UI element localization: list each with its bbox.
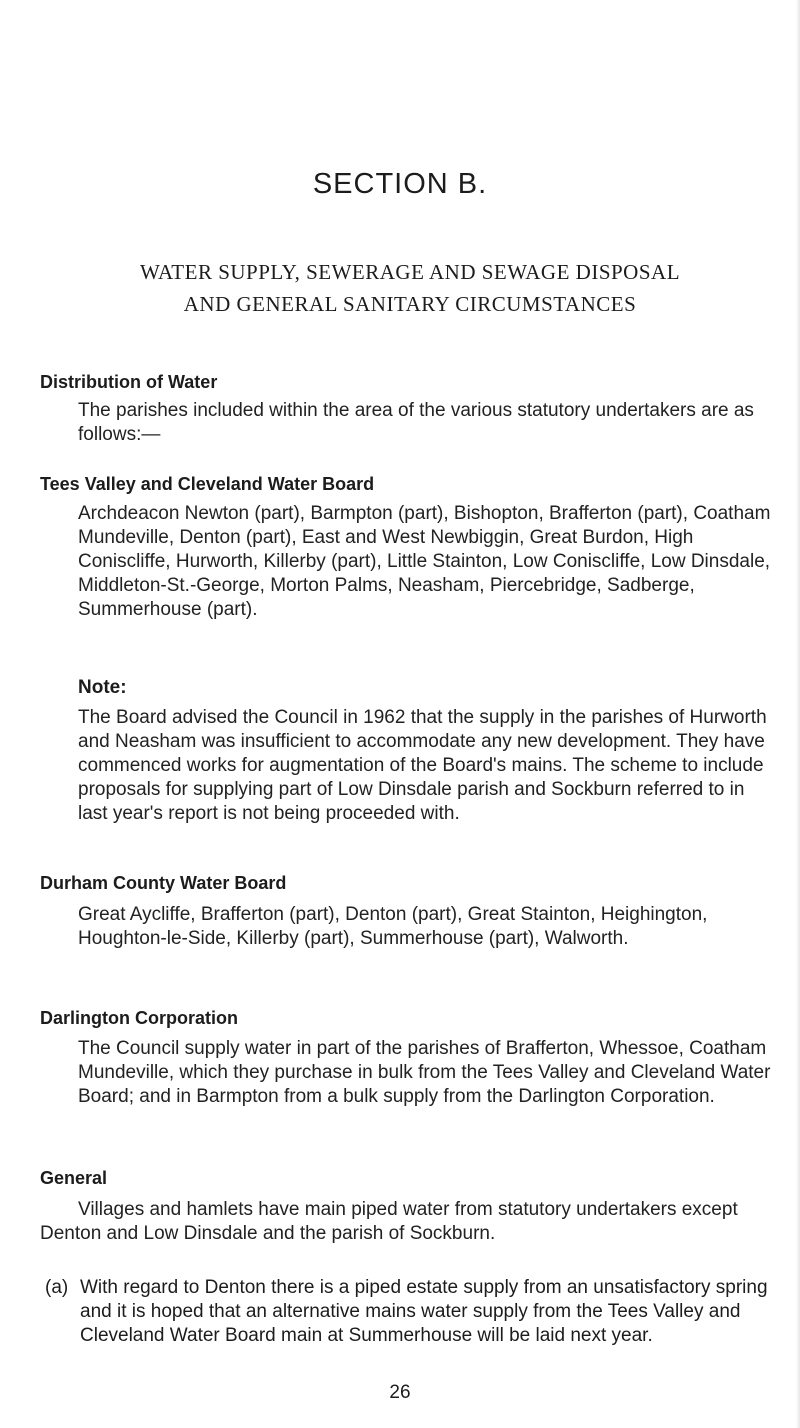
main-title-line-1: WATER SUPPLY, SEWERAGE AND SEWAGE DISPOSAL: [139, 260, 681, 284]
tees-valley-parishes: Archdeacon Newton (part), Barmpton (part), Bishopton, Brafferton (part), Coatham Mundeville, Denton (part), East and West Newbiggin, Great Burdon, High Coniscliffe, Hurworth, Killerby (part), Little Stainton, Low Coniscliffe, Low Dinsdale, Middleton-St.-George, Morton Palms, Neasham, Piercebridge, Sadberge, Summerhouse (part).: [78, 503, 771, 620]
general-heading: General: [40, 1168, 108, 1188]
main-title-line-2: AND GENERAL SANITARY CIRCUMSTANCES: [183, 292, 637, 316]
item-a-text: With regard to Denton there is a piped estate supply from an unsatisfactory spring and it is hoped that an alternative mains water supply from the Tees Valley and Cleveland Water Board main at Summerhouse will be laid next year.: [80, 1277, 768, 1346]
darlington-text: The Council supply water in part of the parishes of Brafferton, Whessoe, Coatham Mundeville, which they purchase in bulk from the Tees Valley and Cleveland Water Board; and in Barmpton from a bulk supply from the Darlington Corporation.: [78, 1038, 771, 1107]
general-item-a: [45, 1276, 780, 1348]
durham-heading: Durham County Water Board: [40, 873, 287, 893]
note-label: Note:: [78, 677, 127, 698]
main-title: [40, 256, 780, 320]
distribution-text: The parishes included within the area of the various statutory undertakers are as follows:—: [78, 400, 754, 445]
distribution-heading: Distribution of Water: [40, 372, 218, 392]
darlington-heading: Darlington Corporation: [40, 1008, 238, 1028]
note-text: The Board advised the Council in 1962 that the supply in the parishes of Hurworth and Neasham was insufficient to accommodate any new development. They have commenced works for augmentation of the Board's mains. The scheme to include proposals for supplying part of Low Dinsdale parish and Sockburn referred to in last year's report is not being proceeded with.: [78, 707, 767, 824]
item-a-label: (a): [45, 1277, 69, 1298]
page-number: 26: [389, 1382, 411, 1403]
general-text: Villages and hamlets have main piped water from statutory undertakers except Denton and Low Dinsdale and the parish of Sockburn.: [40, 1199, 738, 1244]
durham-parishes: Great Aycliffe, Brafferton (part), Denton (part), Great Stainton, Heighington, Houghton-le-Side, Killerby (part), Summerhouse (part), Walworth.: [78, 904, 708, 949]
section-heading: SECTION B.: [312, 168, 488, 200]
tees-valley-heading: Tees Valley and Cleveland Water Board: [40, 474, 375, 494]
scan-edge-shadow: [796, 0, 800, 1428]
